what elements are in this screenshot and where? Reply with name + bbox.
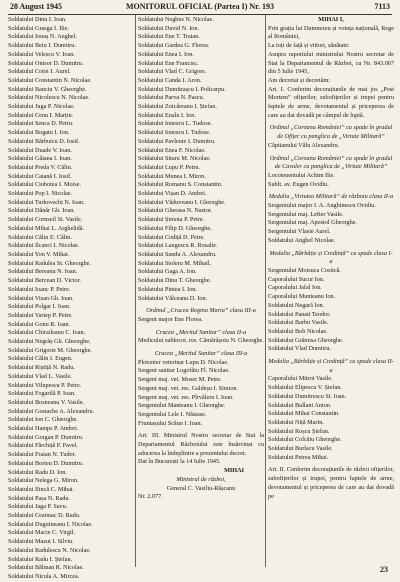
list-item: Soldatului Colcăiu Gheorghe.: [268, 436, 342, 444]
header-title: MONITORUL OFICIAL (Partea I) Nr. 193: [126, 2, 274, 11]
list-item: Soldatului Cenu I. Marțin.: [8, 111, 74, 119]
list-item: Soldatului Visan Gh. Ioan.: [8, 294, 74, 302]
list-item: Soldatului Parva N. Pascu.: [138, 94, 205, 102]
column-3: [268, 16, 394, 564]
list-item: Soldatului Constantin N. Nicolae.: [8, 76, 92, 84]
list-item: Soldatului Vilupescu P. Petre.: [8, 381, 82, 389]
list-item: Plotonier veterinar Lupu D. Nicolae.: [138, 358, 229, 366]
list-item: Soldatului Dănăr Gh. Ioan.: [8, 207, 75, 215]
list-item: Soldatului Dumitrașcu I. Policarpu.: [138, 85, 226, 93]
list-item: Soldatului Juga P. Nicolae.: [8, 103, 75, 111]
list-item: Soldatului Catană I. Iosif.: [8, 172, 72, 180]
list-item: Soldatului Polgar I. Ioan.: [8, 303, 71, 311]
list-item: Soldatului Velescu V. Ioan.: [8, 50, 75, 58]
list-item: Soldatului Nelega G. Miron.: [8, 477, 79, 485]
paragraph: Asupra raportului ministrului Nostru secretar de Stat la Departamentul de Război, cu Nr. 843.067 din 5 Iulie 1945,: [268, 50, 394, 76]
article-paragraph: Art. III. Ministrul Nostru secretar de Stat la Departamentul Războiului este însărcinat cu aducerea la îndeplinire a prezentului decret.: [138, 432, 264, 457]
article-paragraph: Art. II. Conferim decorațiunile de război ofițerilor, subofițerilor și trupei, pentru faptele de arme, devotamentul și priceperea de care au dat dovadă pe: [268, 466, 394, 500]
list-item: Soldatului Pop I. Nicolae.: [8, 190, 73, 198]
list-item: Soldatului Radu I. Ștefan.: [8, 555, 73, 563]
king-signature: MIHAI: [224, 467, 244, 475]
list-item: Soldatului Mihai Constantin.: [268, 410, 340, 418]
decoration-heading: Ordinul „Coroana României” cu spade în gradul de Cavaler cu panglica de „Virtute Militară”: [269, 154, 393, 171]
list-item: Soldatului Gherasa N. Nastor.: [138, 207, 213, 215]
list-item: Soldatului Gonu R. Ioan.: [8, 320, 71, 328]
decoration-heading: Crucea „Meritul Sanitar” clasa III-a: [154, 350, 248, 358]
decoration-list: [138, 359, 264, 429]
list-item: Soldatului Călin I. Eugen.: [8, 355, 73, 363]
list-item: Soldatului Hamps P. Andrei.: [8, 425, 79, 433]
list-item: Soldatului Pașa N. Radu.: [8, 494, 71, 502]
decoration-heading: Ordinul „Crucea Regina Maria” clasa III-a: [146, 307, 256, 315]
list-item: Soldatului Dinu T. Gheorghe.: [138, 277, 212, 285]
list-item: Soldatului Macie C. Virgil.: [8, 529, 75, 537]
list-item: Soldatului Stoleru M. Mihail.: [138, 259, 212, 267]
paragraph: Am decretat și decretăm:: [268, 76, 331, 84]
decoration-list: [268, 375, 394, 462]
list-item: Soldatului Canda I. Aron.: [138, 76, 202, 84]
list-item: Soldatului Șimota P. Petre.: [138, 216, 205, 224]
list-item: Soldatului Munea I. Miron.: [138, 172, 206, 180]
list-item: Soldatului Langescu R. Rosalie.: [138, 242, 218, 250]
list-item: Soldatului Preda V. Călin.: [8, 163, 73, 171]
list-item: Soldatului Ionescu L. Tudose.: [138, 120, 213, 128]
list-item: Soldatului Banciu V. Gheorghe.: [8, 85, 87, 93]
list-item: Sergentului Lele I. Năstase.: [138, 410, 207, 418]
list-item: Soldatului Enea I. Ion.: [138, 50, 194, 58]
list-item: Soldatului Bereanu N. Ioan.: [8, 268, 78, 276]
list-item: Soldatului Gaga A. Ion.: [138, 268, 197, 276]
list-item: Soldatului Radulescu N. Nicolae.: [8, 546, 91, 554]
list-item: Soldatului Fogarilă P. Ioan.: [8, 390, 76, 398]
header-date: 28 August 1945: [10, 2, 63, 11]
paragraph: Prin grația lui Dumnezeu și voința națională, Rege al României,: [268, 24, 394, 41]
list-item: Soldatului Negbus N. Nicolae.: [138, 16, 214, 23]
list-item: Soldatului Mihai L. Arghelidă.: [8, 224, 85, 232]
decoration-heading: Crucea „Meritul Sanitar” clasa II-a: [155, 328, 247, 336]
list-item: Soldatului Niță Marin.: [268, 418, 324, 426]
list-item: Soldatului Enalu I. Ion.: [138, 111, 196, 119]
list-item: Soldatului Beiu I. Dumitru.: [8, 42, 76, 50]
column-2: [138, 16, 264, 564]
list-item: Soldatului Filip D. Gheorghe.: [138, 224, 212, 232]
header-page-number: 7113: [374, 2, 390, 11]
list-item: Sergent major Ene Florea.: [138, 315, 203, 323]
list-item: Soldatului Vlad C. Grigore.: [138, 68, 207, 76]
list-item: Soldatului Bercean D. Victor.: [8, 277, 81, 285]
list-item: Soldatului Bullant Anton.: [268, 401, 332, 409]
list-item: Caporalului Mitroi Vasile.: [268, 375, 333, 383]
list-item: Soldatului Bosneanu V. Vasile.: [8, 398, 85, 406]
list-item: Soldatului David N. Ion.: [138, 24, 200, 32]
list-item: Soldatului Găiana I. Ioan.: [8, 155, 72, 163]
list-item: Soldatului Vlad L. Vasile.: [8, 372, 72, 380]
list-item: Soldatului Călin E. Călin.: [8, 233, 72, 241]
list-item: Sergentului major I. A. Anghinescu Ovidiu.: [268, 202, 376, 210]
list-item: Soldatului Riștiță N. Radu.: [8, 364, 75, 372]
list-item: Soldatului Nicolescu N. Nicolae.: [8, 94, 90, 102]
list-item: Sergentului Moisuca Costică.: [268, 266, 341, 274]
list-item: Soldatului Duguineanu I. Nicolae.: [8, 520, 93, 528]
list-item: Soldatului Radulea St. Gheorghe.: [8, 259, 91, 267]
list-item: Fruntașului Scăun I. Ioan.: [138, 419, 203, 427]
king-header: MIHAI I,: [318, 16, 344, 23]
decoration-list: [268, 202, 394, 246]
list-item: Soldatului Duade V. Ioan.: [8, 146, 72, 154]
list-item: Soldatului Gorgan P. Dumitru.: [8, 433, 84, 441]
list-item: Soldatului Ciobotea I. Moise.: [8, 181, 82, 189]
decoration-list: [268, 267, 394, 354]
decree-intro: [268, 25, 394, 121]
list-item: Soldatului Văduveanu I. Gheorghe.: [138, 198, 226, 206]
list-item: Soldatului Ilcanci I. Nicolae.: [8, 242, 80, 250]
list-item: Soldatului Senca D. Petru.: [8, 120, 74, 128]
list-item: Sergent sanitar Logofătu Fl. Nicolae.: [138, 367, 230, 375]
list-item: Sergent maj. vet. res. Pîrvăleru I. Ioan.: [138, 393, 234, 401]
list-item: Soldatului Chiraileanu C. Ioan.: [8, 329, 86, 337]
list-item: Soldatului Pintea I. Ion.: [138, 285, 197, 293]
list-item: Soldatului Pavlenie I. Dumitru.: [138, 137, 216, 145]
paragraph: La toți de față și viitori, sănătate:: [268, 42, 350, 50]
list-item: Soldatului Enea F. Nicolae.: [138, 146, 206, 154]
list-item: Soldatului Romanu S. Constantin.: [138, 181, 223, 189]
list-item: Caporalului Munteanu Ion.: [268, 293, 336, 301]
list-item: Sublt. av. Eugen Ovidiu.: [268, 180, 329, 188]
list-item: Soldatului Ionescu I. Tudose.: [138, 129, 211, 137]
list-item: Soldatului Sandu A. Alexandru.: [138, 250, 217, 258]
list-item: Soldatului Dumitrescu St. Ioan.: [268, 392, 347, 400]
list-item: Sergentului maj. Apostol Gheorghe.: [268, 219, 357, 227]
list-item: Soldatului Bogatu I. Ion.: [8, 129, 70, 137]
list-item: Soldatului Fraian N. Tudor.: [8, 451, 76, 459]
list-item: Soldatului Nicula A. Mircea.: [8, 573, 80, 580]
list-item: Soldatului Ionaș N. Anghel.: [8, 33, 77, 41]
list-item: Soldatului Vlad Dumitru.: [268, 345, 331, 353]
list-item: Soldatului Bălman R. Nicolae.: [8, 564, 84, 572]
list-item: Soldatului Grasga I. Ilie.: [8, 24, 70, 32]
decoration-heading: Medalia „Virtutea Militară” de războiu clasa II-a: [268, 193, 394, 201]
paragraph: Medicului sublocot. res. Cămărășoiu N. Gheorghe.: [138, 337, 264, 345]
given-line: Dat în București la 14 Iulie 1945.: [138, 458, 221, 466]
list-item: Soldatului Vișan D. Andrei.: [138, 190, 207, 198]
list-item: Soldatului Borteu D. Dumitru.: [8, 459, 84, 467]
decoration-heading: Ordinul „Coroana României” cu spade în gradul de Ofițer cu panglica de „Virtute Militară”: [269, 124, 393, 141]
minister-title: Ministrul de război,: [176, 475, 226, 483]
minister-name: General C. Vasiliu-Rășcanu: [166, 484, 236, 492]
list-item: Soldatului Gardea G. Florea.: [138, 42, 210, 50]
list-item: Soldatului Ceaimac D. Radu.: [8, 512, 81, 520]
list-item: Soldatului Mazut I. Silviu.: [8, 538, 74, 546]
list-item: Soldatului Bărbuicu D. Iosif.: [8, 137, 80, 145]
list-item: Soldatului Lupu P. Petru.: [138, 163, 201, 171]
list-item: Soldatului Gostache A. Alexandru.: [8, 407, 95, 415]
list-item: Soldatului Fărchiță P. Pavel.: [8, 442, 78, 450]
list-item: Locotenentului Achim Ilie.: [268, 171, 335, 179]
list-item: Soldatului Panait Teodor.: [268, 310, 331, 318]
list-item: Soldatului Sitaru M. Nicolae.: [138, 155, 211, 163]
column-divider: [135, 15, 136, 567]
list-item: Sergentului maj. Lefter Vasile.: [268, 210, 344, 218]
list-item: Soldatului Cornseil St. Vasile.: [8, 216, 83, 224]
list-item: Soldatului Ene T. Traian.: [138, 33, 200, 41]
list-item: Soldatului Barbu Vasile.: [268, 319, 329, 327]
list-item: Soldatului Anghel Nicolae.: [268, 236, 336, 244]
list-item: Caporalului Jafal Ion.: [268, 284, 322, 292]
decoration-heading: Medalia „Bărbăție și Credință” cu spade clasa II-a: [268, 358, 394, 374]
list-item: Soldatului Roșcu Ștefan.: [268, 427, 330, 435]
list-item: Soldatului Grigorie M. Gheorghe.: [8, 346, 92, 354]
list-item: Sergent maj. vet. res. Galdeșu I. Simion.: [138, 384, 239, 392]
list-item: Soldatului Bob Nicolae.: [268, 327, 328, 335]
list-item: Soldatului Yon V. Mihai.: [8, 250, 70, 258]
list-item: Soldatului Vartep P. Petre.: [8, 311, 73, 319]
header-rule: [8, 14, 392, 15]
list-item: Soldatului Petrea Mihai.: [268, 453, 329, 461]
list-item: Soldatului Dinu I. Ioan.: [8, 16, 67, 23]
column-divider: [265, 15, 266, 567]
list-item: Soldatului Burlacu Vasile.: [268, 445, 333, 453]
list-item: Soldatului Grămisa Gheorghe.: [268, 336, 344, 344]
list-item: Sergent maj. vet. Moser M. Petre.: [138, 376, 222, 384]
list-item: Soldatului Radu D. Ion.: [8, 468, 67, 476]
list-item: Căpitanului Vălu Alexandru.: [268, 141, 340, 149]
column-1: [8, 16, 134, 580]
decoration-heading: Medalia „Bărbăție și Credință” cu spade clasa I-a: [269, 249, 393, 266]
list-item: Soldatului Turkovschi N. Ioan.: [8, 198, 85, 206]
list-item: Soldatului Jaga P. Savu.: [8, 503, 68, 511]
list-item: Soldatului Vălceanu D. Ion.: [138, 294, 208, 302]
decree-number: Nr. 2.077.: [138, 493, 163, 501]
list-item: Soldatului Ene Francisc.: [138, 59, 199, 67]
list-item: Sergentului Manteanu I. Gheorghe.: [138, 402, 226, 410]
soldier-list: [138, 16, 264, 303]
list-item: Soldatului Cotoi I. Aurel.: [8, 68, 71, 76]
page-header: [0, 0, 400, 14]
paragraph: Art. I. Conferim decorațiunile de mai jos „Post Mortem” ofițerilor, subofițerilor și trupei pentru faptele de arme, devotamentul și priceperea de care au dat dovadă pe câmpul de luptă.: [268, 85, 394, 119]
page-marker: 23: [380, 565, 388, 574]
list-item: Soldatului Codiță D. Petre.: [138, 233, 205, 241]
list-item: Caporalului Sucur Ion.: [268, 275, 325, 283]
list-item: Soldatului Ilincă C. Mihai.: [8, 485, 75, 493]
list-item: Soldatului Ion C. Gheorghe.: [8, 416, 78, 424]
list-item: Soldatului Negară Ion.: [268, 301, 325, 309]
list-item: Soldatului Ioanc P. Petre.: [8, 285, 71, 293]
list-item: Soldatului Zoicăreanu I. Ștefan.: [138, 103, 217, 111]
list-item: Soldatului Elipescu V. Ștefan.: [268, 384, 342, 392]
list-item: Sergentului Vlasie Aurel.: [268, 228, 331, 236]
list-item: Soldatului Negrăș Gh. Gheorghe.: [8, 338, 91, 346]
list-item: Soldatului Onisor D. Dumitru.: [8, 59, 84, 67]
